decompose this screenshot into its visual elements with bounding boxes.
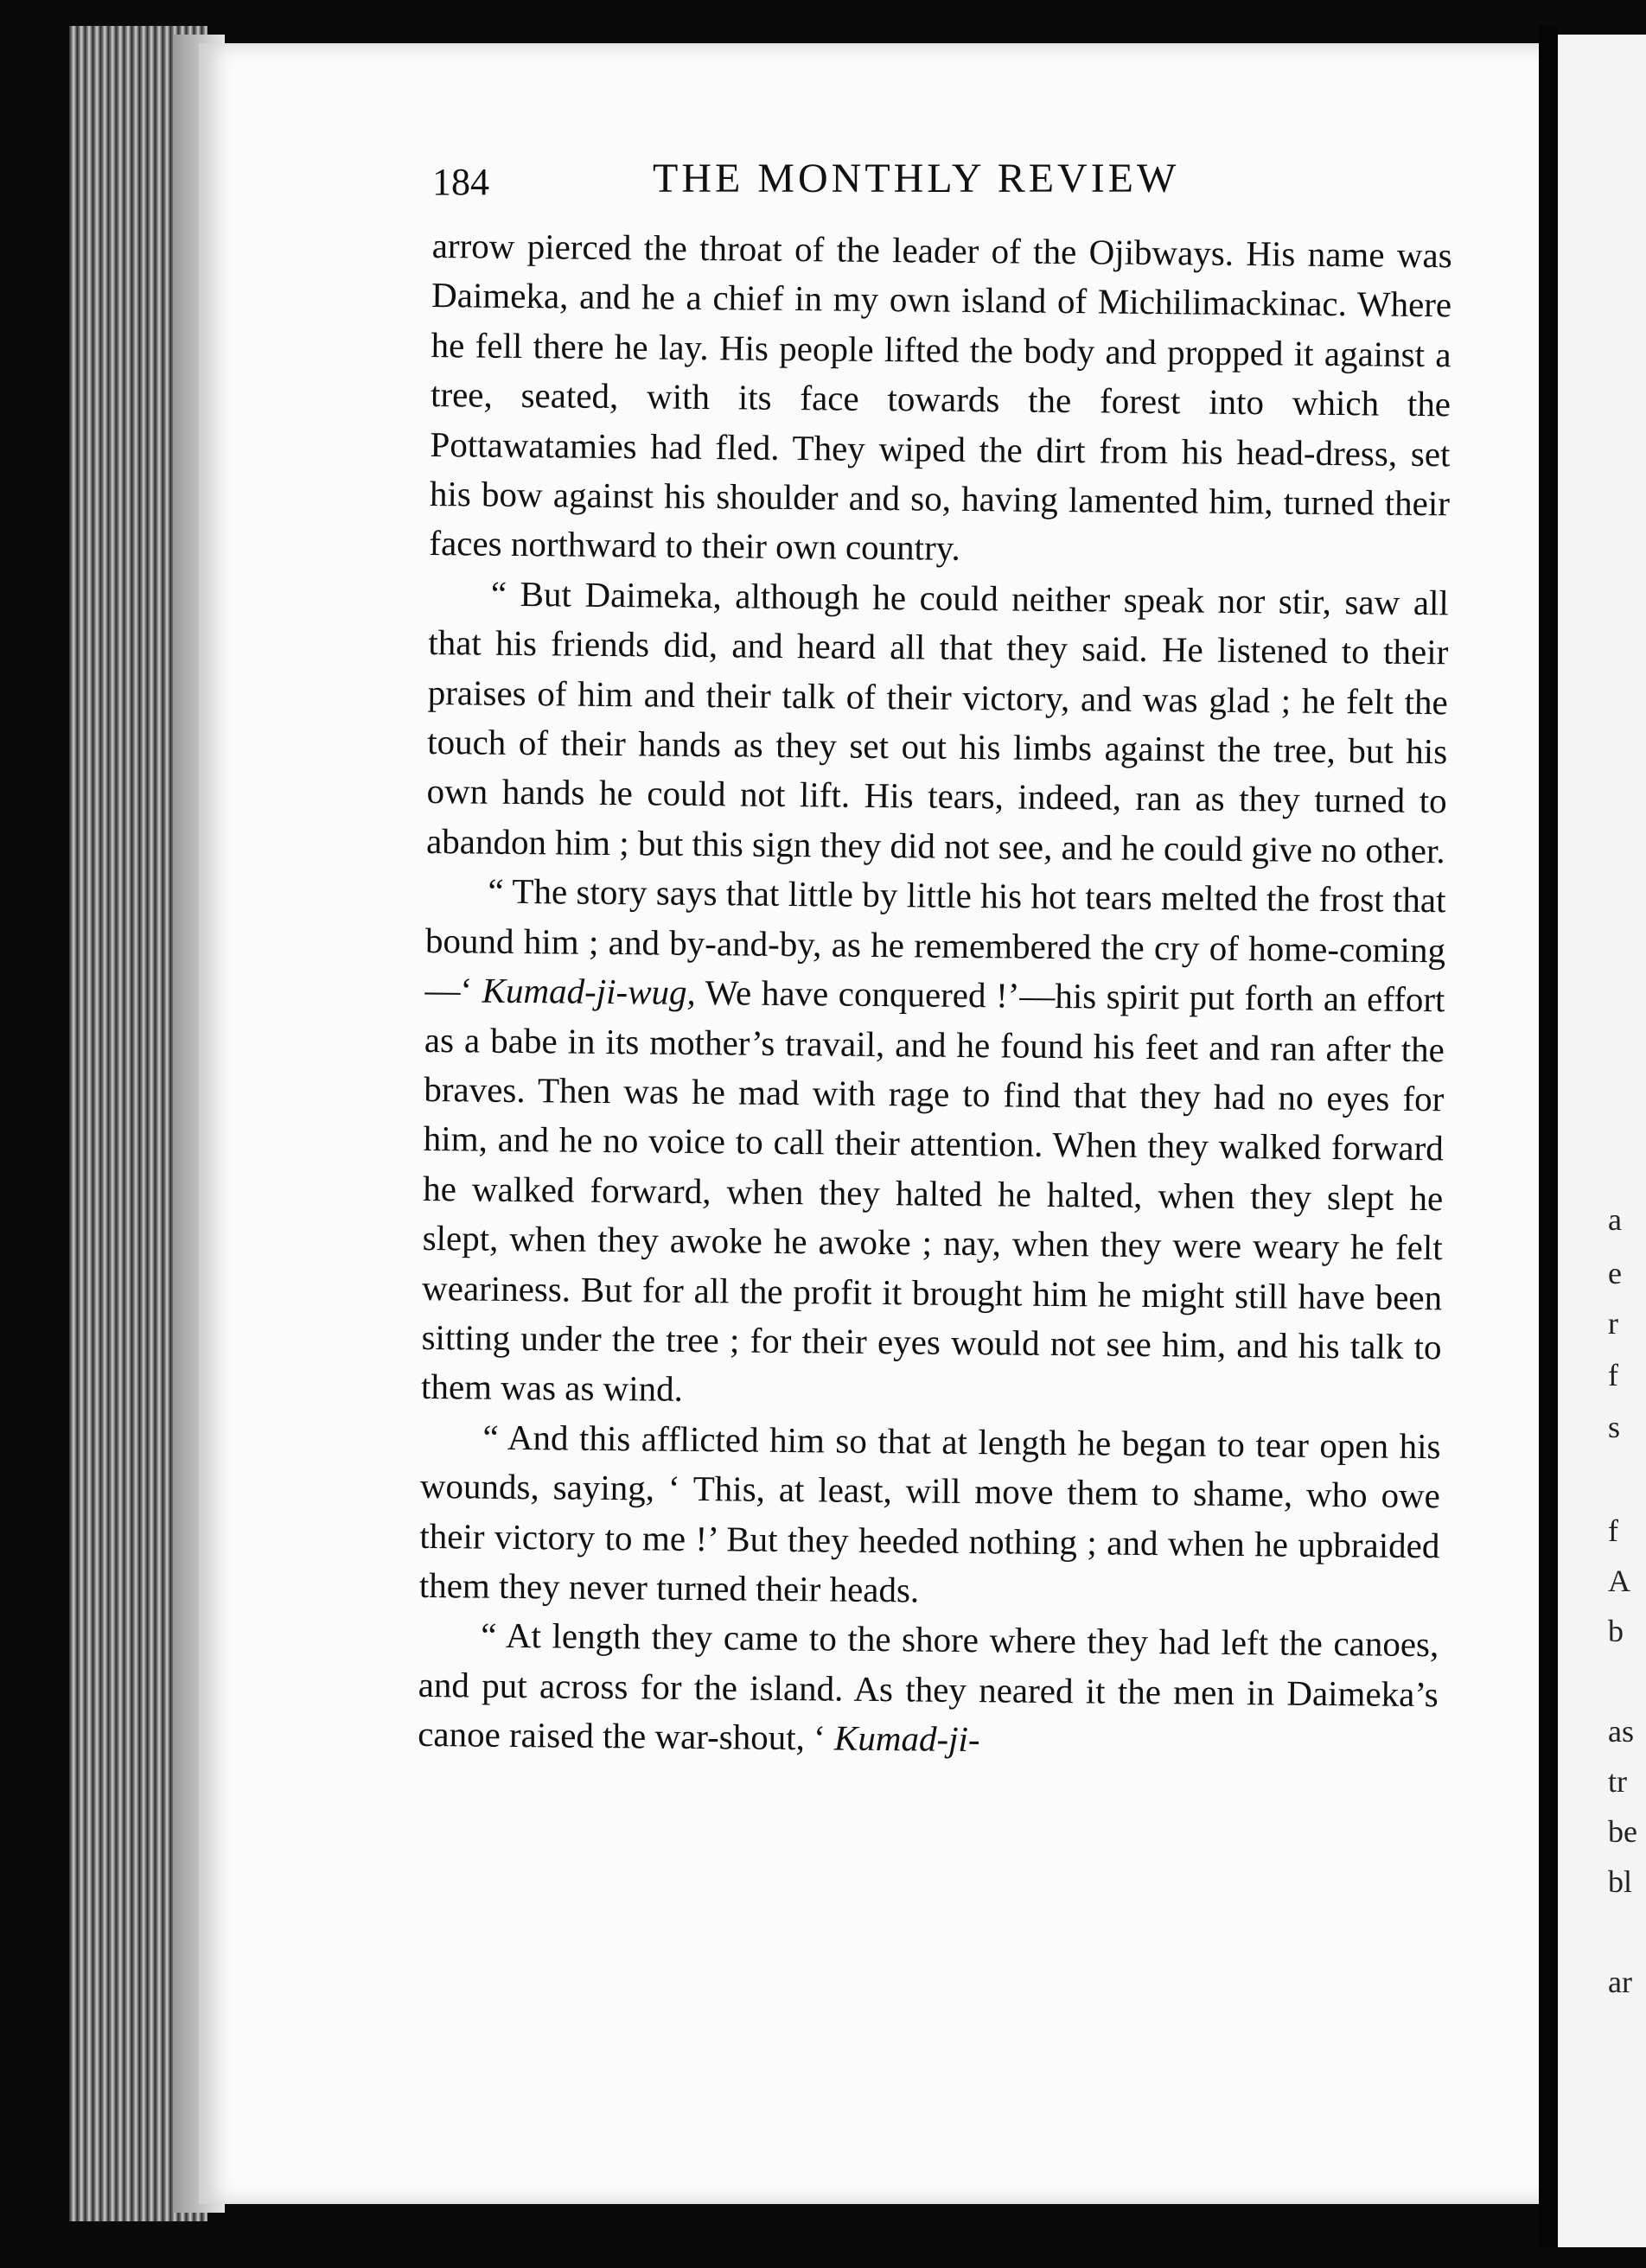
body-text [418,221,1452,1769]
facing-page-edge [1558,35,1646,2247]
facing-fragment: tr [1608,1764,1627,1799]
facing-fragment: a [1608,1202,1622,1237]
paragraph-5 [418,1610,1439,1769]
paragraph-text: “ But Daimeka, although he could neither speak nor stir, saw all that his friends did, and heard all that they said. He listened to their praises of him and their talk of their victory, and was glad ; he felt the touch of their hands as they set out his limbs against the tree, but his own hands he could not lift. His tears, indeed, ran as they turned to abandon him ; but this sign they did not see, and he could give no other. [425,573,1450,871]
paragraph-text: We have conquered !’—his spirit put forth an effort as a babe in its mother’s travail, and he found his feet and ran after the braves. Then was he mad with rage to find that they had no eyes for him, and he no voice to call their attention. When they walked forward he walked forward, when they halted he halted, when they slept he slept, when they awoke he awoke ; nay, when they were weary he felt weariness. But for all the profit it brought him he might still have been sitting under the tree ; for their eyes would not see him, and his talk to them was as wind. [420,972,1445,1410]
page-number: 184 [432,161,489,203]
paragraph-3 [421,866,1446,1422]
paragraph-1 [429,221,1452,578]
facing-fragment: e [1608,1256,1622,1290]
facing-fragment: s [1608,1410,1621,1444]
paragraph-text: arrow pierced the throat of the leader of the Ojibways. His name was Daimeka, and he a chief in my own island of Michilimackinac. Where he fell there he lay. His people lifted the body and propped it against a tree, seated, with its face towards the forest into which the Pottawatamies had fled. They wiped the dirt from his head-dress, set his bow against his shoulder and so, having lamented him, turned their faces northward to their own country. [429,225,1452,569]
facing-fragment: r [1608,1306,1618,1341]
facing-fragment: ar [1608,1965,1632,1999]
running-title: THE MONTHLY REVIEW [653,156,1180,201]
facing-fragment: as [1608,1714,1634,1749]
italic-phrase: Kumad-ji- [833,1717,980,1760]
paragraph-text: “ And this afflicted him so that at length he began to tear open his wounds, saying, ‘ This, at least, will move them to shame, who owe their victory to me !’ But they heeded nothing ; and when he upbraided them they never turned their heads. [418,1417,1441,1610]
paragraph-text: “ The story says that little by little his hot tears melted the frost that bound him ; and by-and-by, as he remembered the cry of home-coming—‘ [424,870,1446,1010]
facing-fragment: f [1608,1513,1618,1548]
book-gutter [1539,26,1558,2247]
paragraph-2 [426,569,1449,876]
italic-phrase: Kumad-ji-wug, [482,970,697,1013]
facing-fragment: be [1608,1814,1637,1849]
facing-fragment: b [1608,1614,1624,1648]
page-header [432,156,1452,212]
facing-fragment: A [1608,1564,1630,1598]
facing-fragment: f [1608,1358,1618,1392]
facing-fragment: bl [1608,1864,1633,1899]
paragraph-4 [419,1412,1441,1621]
paragraph-text: “ At length they came to the shore where they had left the canoes, and put across for the island. As they neared it the men in Daimeka’s canoe raised the war-shout, ‘ [417,1615,1439,1758]
